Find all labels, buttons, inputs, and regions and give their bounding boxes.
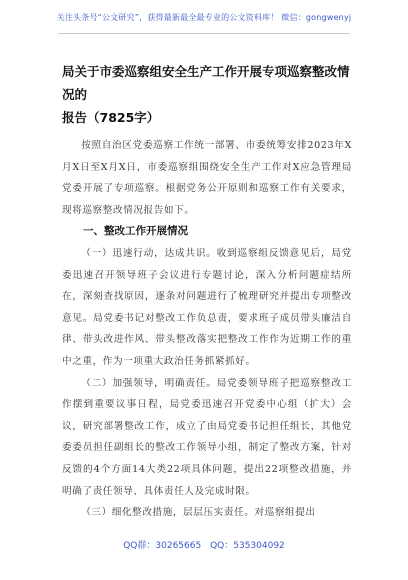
document-title-line2: 报告（7825字） (62, 110, 160, 125)
page-footer (0, 538, 408, 551)
header-divider (58, 33, 350, 34)
qq-contact-text: QQ：535304092 (210, 541, 285, 551)
body-paragraph: （二）加强领导，明确责任。局党委领导班子把巡察整改工作摆到重要议事日程，局党委迅速召开党委中心组（扩大）会议，研究部署整改工作，成立了由局党委书记担任组长，其他党委委员担任副组长的整改工作领导小组，制定了整改方案，针对反馈的4个方面14大类22项具体问题，提出22项整改措施，并明确了责任领导、具体责任人及完成时限。 (62, 377, 352, 497)
promo-banner-text: 关注头条号“公文研究”，获得最新最全最专业的公文资料库！ 微信：gongwenyj (56, 13, 352, 22)
page-header (0, 0, 408, 48)
paragraph-list (62, 135, 352, 524)
section-heading: 一、整改工作开展情况 (83, 225, 188, 238)
qq-group-text: QQ群：30265665 (123, 541, 202, 551)
body-paragraph: （三）细化整改措施，层层压实责任。对巡察组提出 (81, 507, 316, 519)
document-body (62, 60, 352, 524)
document-title: 局关于市委巡察组安全生产工作开展专项巡察整改情况的 (62, 64, 350, 102)
body-paragraph: 按照自治区党委巡察工作统一部署、市委统筹安排2023年X月X日至X月X日，市委巡察组围绕安全生产工作对X应急管理局党委开展了专项巡察。根据党务公开原则和巡察工作有关要求，现将巡察整改情况报告如下。 (62, 140, 352, 216)
body-paragraph: （一）迅速行动，达成共识。收到巡察组反馈意见后，局党委迅速召开领导班子会议进行专题讨论，深入分析问题症结所在，深刻查找原因，逐条对问题进行了梳理研究并提出专项整改意见。局党委书记对整改工作负总责，要求班子成员带头廉洁自律、带头改进作风、带头整改落实把整改工作作为近期工作的重中之重，作为一项重大政治任务抓紧抓好。 (62, 247, 352, 367)
